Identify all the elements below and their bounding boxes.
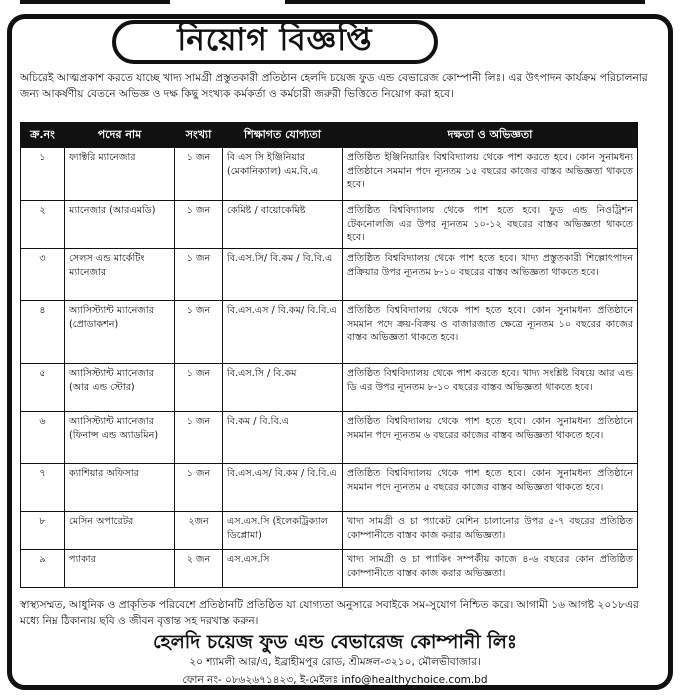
cell-education: কেমিষ্ট / বায়োকেমিষ্ট: [223, 201, 343, 249]
company-address: ২০ শ্যামলী আর/এ, ইব্রাহীমপুর রোড, শ্রীমঙ্গল-৩২১০, মৌলভীবাজার।: [189, 656, 481, 668]
cell-count: ১ জন: [175, 464, 223, 512]
table-header-row: [21, 123, 638, 148]
cell-experience: প্রতিষ্ঠিত বিশ্ববিদ্যালয় থেকে পাশ হতে হবে। ফুড এন্ড নিওট্রিশন টেকনোলজি এর উপর ন্যূনতম ১০-১২ বছরের বাস্তব অভিজ্ঞতা থাকতে হবে।: [343, 201, 638, 249]
header-count: সংখ্যা: [175, 123, 223, 148]
cell-experience: খাদ্য সামগ্রী ও চা প্যাকেট মেশিন চালানোর উপর ৫-৭ বছরের প্রতিষ্ঠিত কোম্পানীতে বাস্তব কাজ করার অভিজ্ঞতা।: [343, 512, 638, 550]
cell-experience: প্রতিষ্ঠিত বিশ্ববিদ্যালয় থেকে পাশ হতে হবে। কোন সুনামধন্য প্রতিষ্ঠানে সমমান পদে ন্যূনতম ৬ বছরের কাজের বাস্তব অভিজ্ঞতা থাকতে হবে।: [343, 412, 638, 464]
cell-post: সেলস এন্ড মার্কেটিং ম্যানেজার: [65, 249, 175, 301]
cell-serial: ৫: [21, 364, 65, 412]
header-post: পদের নাম: [65, 123, 175, 148]
table-row: [21, 550, 638, 588]
cell-education: বি.এস.সি/ বি.কম / বি.বি.এ: [223, 249, 343, 301]
cell-post: ক্যাশিয়ার অফিসার: [65, 464, 175, 512]
cell-education: বি.কম / বি.বি.এ: [223, 412, 343, 464]
cell-experience: প্রতিষ্ঠিত বিশ্ববিদ্যালয় থেকে পাশ হতে হবে। খাদ্য প্রস্তুতকারী শিল্পোৎপাদন প্রক্রিয়ার উপর ন্যূনতম ৮-১০ বছরের বাস্তব অভিজ্ঞতা থাকতে হবে।: [343, 249, 638, 301]
header-experience: দক্ষতা ও অভিজ্ঞতা: [343, 123, 638, 148]
company-name: হেলদি চয়েজ ফুড এন্ড বেভারেজ কোম্পানী লিঃ: [152, 631, 518, 653]
cell-count: ২ জন: [175, 550, 223, 588]
table-row: [21, 464, 638, 512]
cell-count: ১ জন: [175, 301, 223, 364]
cell-experience: প্রতিষ্ঠিত বিশ্ববিদ্যালয় থেকে পাশ করতে হবে। খাদ্য সংশ্লিষ্ট বিষয়ে আর এন্ড ডি এর উপর ন্যূনতম ৮-১০ বছরের বাস্তব অভিজ্ঞতা থাকতে হবে।: [343, 364, 638, 412]
intro-paragraph: অচিরেই আত্মপ্রকাশ করতে যাচ্ছে খাদ্য সামগ্রী প্রস্তুতকারী প্রতিষ্ঠান হেলদি চয়েজ ফুড এন্ড বেভারেজ কোম্পানী লিঃ। এর উৎপাদন কার্যক্রম পরিচালনার জন্য আকর্ষণীয় বেতনে অভিজ্ঞ ও দক্ষ কিছু সংখ্যক কর্মকর্তা ও কর্মচারী জরুরী ভিত্তিতে নিয়োগ করা হবে।: [20, 72, 648, 100]
company-contact: ফোন নং- ০৮৬২৬৭১৪২৩, ই-মেইলঃ info@healthychoice.com.bd: [182, 674, 488, 686]
cell-serial: ৩: [21, 249, 65, 301]
cell-education: বি.এস.সি / বি.কম: [223, 364, 343, 412]
header-education: শিক্ষাগত যোগ্যতা: [223, 123, 343, 148]
cell-count: ১ জন: [175, 412, 223, 464]
footer-paragraph: স্বাস্থ্যসম্মত, আধুনিক ও প্রাকৃতিক পরিবেশে প্রতিষ্ঠানটি প্রতিষ্ঠিত যা যোগ্যতা অনুসারে সবাইকে সম-সুযোগ নিশ্চিত করে। আগামী ১৬ আগষ্ট ২০১৮এর মধ্যে নিম্ন ঠিকানায় ছবি ও জীবন বৃত্তান্ত সহ দরখাস্ত করুন।: [20, 599, 639, 627]
cell-post: অ্যাসিস্ট্যান্ট ম্যানেজার (আর এন্ড স্টোর): [65, 364, 175, 412]
cell-serial: ২: [21, 201, 65, 249]
table-row: [21, 249, 638, 301]
cell-education: বি.এস.এস/ বি.কম / বি.বি.এ: [223, 464, 343, 512]
table-row: [21, 364, 638, 412]
cell-count: ১ জন: [175, 201, 223, 249]
top-rule-right: [285, 0, 645, 4]
cell-count: ২জন: [175, 512, 223, 550]
cell-post: প্যাকার: [65, 550, 175, 588]
cell-experience: খাদ্য সামগ্রী ও চা প্যাকিং সম্পর্কীয় কাজে ৪-৬ বছরের কোন প্রতিষ্ঠিত কোম্পানীতে বাস্তব কাজ করার অভিজ্ঞতা।: [343, 550, 638, 588]
cell-post: অ্যাসিস্ট্যান্ট ম্যানেজার (প্রোডাকশন): [65, 301, 175, 364]
cell-serial: ৪: [21, 301, 65, 364]
cell-count: ১ জন: [175, 148, 223, 201]
cell-serial: ১: [21, 148, 65, 201]
table-row: [21, 412, 638, 464]
cell-post: ফ্যাক্টরি ম্যানেজার: [65, 148, 175, 201]
cell-education: বি এস সি ইঞ্জিনিয়ার (মেকানিক্যাল) এম.বি.এ: [223, 148, 343, 201]
table-row: [21, 301, 638, 364]
cell-experience: প্রতিষ্ঠিত ইঞ্জিনিয়ারিং বিশ্ববিদ্যালয় থেকে পাশ করতে হবে। কোন সুনামধন্য প্রতিষ্ঠানে সমমান পদে ন্যূনতম ১৫ বছরের কাজের বাস্তব অভিজ্ঞতা থাকতে হবে।: [343, 148, 638, 201]
cell-education: এস.এস.সি: [223, 550, 343, 588]
vacancy-table: [20, 122, 638, 588]
cell-serial: ৭: [21, 464, 65, 512]
top-rule-left: [20, 0, 170, 4]
cell-count: ১ জন: [175, 249, 223, 301]
cell-post: মেসিন অপারেটর: [65, 512, 175, 550]
table-row: [21, 201, 638, 249]
cell-education: এস.এস.সি (ইলেকট্রিক্যাল ডিপ্লোমা): [223, 512, 343, 550]
cell-education: বি.এস.এস / বি.কম/ বি.বি.এ: [223, 301, 343, 364]
cell-post: ম্যানেজার (আরএমডি): [65, 201, 175, 249]
header-serial: ক্র.নং: [21, 123, 65, 148]
table-row: [21, 512, 638, 550]
cell-experience: প্রতিষ্ঠিত বিশ্ববিদ্যালয় থেকে পাশ হতে হবে। কোন সুনামধন্য প্রতিষ্ঠানে সমমান পদে ন্যূনতম ৫ বছরের কাজের বাস্তব অভিজ্ঞতা থাকতে হবে।: [343, 464, 638, 512]
cell-post: অ্যাসিস্ট্যান্ট ম্যানেজার (ফিনান্স এন্ড অ্যাডমিন): [65, 412, 175, 464]
cell-experience: প্রতিষ্ঠিত বিশ্ববিদ্যালয় থেকে পাশ হতে হবে। কোন সুনামধন্য প্রতিষ্ঠানে সমমান পদে ক্রয়-বিক্রয় ও বাজারজাত ক্ষেত্রে ন্যূনতম ১০ বছরের কাজের বাস্তব অভিজ্ঞতা থাকতে হবে।: [343, 301, 638, 364]
page-title: নিয়োগ বিজ্ঞপ্তি: [112, 20, 438, 64]
table-row: [21, 148, 638, 201]
top-strip: [0, 0, 693, 12]
cell-serial: ৮: [21, 512, 65, 550]
cell-count: ১ জন: [175, 364, 223, 412]
cell-serial: ৬: [21, 412, 65, 464]
cell-serial: ৯: [21, 550, 65, 588]
